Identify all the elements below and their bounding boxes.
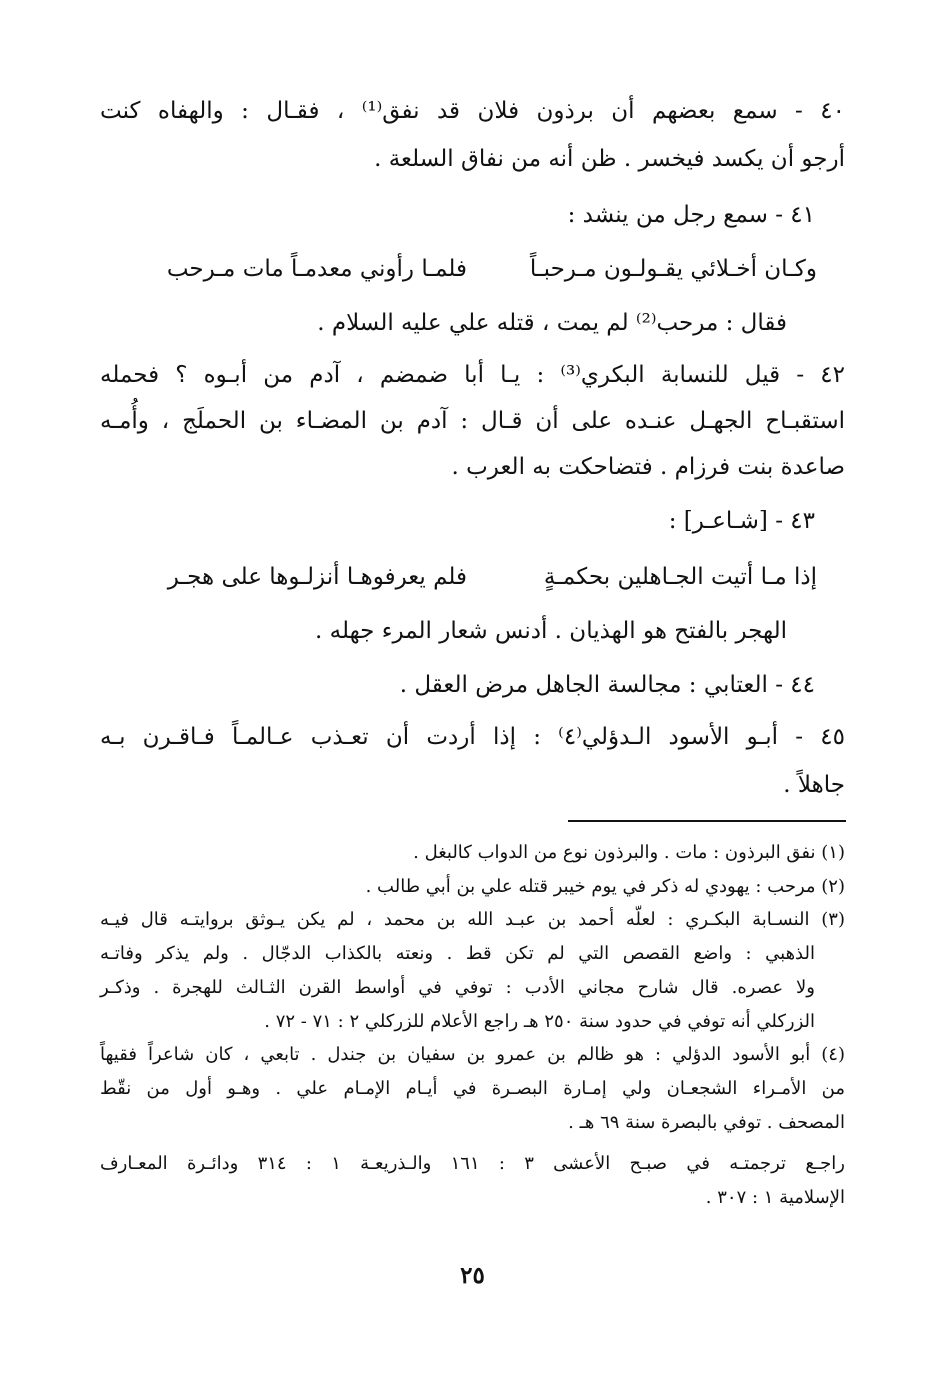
entry-40-line-2: أرجو أن يكسد فيخسر . ظن أنه من نفاق السلعة . [374,146,845,172]
footnote-3-line-3: ولا عصره. قال شارح مجاني الأدب : توفي في أواسط القرن الثـالث للهجرة . وذكـر [100,977,815,998]
entry-42-line-1: ٤٢ - قيل للنسابة البكري⁽³⁾ : يـا أبا ضمضم ، آدم من أبـوه ؟ فحمله [100,362,845,388]
entry-44: ٤٤ - العتابي : مجالسة الجاهل مرض العقل . [399,672,815,698]
entry-40-line-1: ٤٠ - سمع بعضهم أن برذون فلان قد نفق⁽¹⁾ ، فقـال : والهفاه كنت [100,98,845,124]
footnote-3-line-4: الزركلي أنه توفي في حدود سنة ٢٥٠ هـ راجع الأعلام للزركلي ٢ : ٧١ - ٧٢ . [264,1011,815,1032]
footnote-2: (٢) مرحب : يهودي له ذكر في يوم خيبر قتله علي بن أبي طالب . [365,876,845,897]
entry-43-note: الهجر بالفتح هو الهذيان . أدنس شعار المرء جهله . [315,618,787,644]
footnote-4-line-1: (٤) أبو الأسود الدؤلي : هو ظالم بن عمرو بن سفيان بن جندل . تابعي ، كان شاعراً فقيهاً [100,1044,845,1065]
entry-43-verse-first-hemistich: إذا مـا أتيت الجـاهلين بحكمـةٍ [543,564,817,590]
entry-45-line-2: جاهلاً . [783,772,845,798]
entry-41-intro: ٤١ - سمع رجل من ينشد : [567,202,815,228]
footnote-4-line-5: الإسلامية ١ : ٣٠٧ . [705,1187,845,1208]
footnote-3-line-1: (٣) النسـابة البكـري : لعلّه أحمد بن عبـد الله بن محمد ، لم يكن يـوثق بروايتـه قال فيـه [100,909,845,930]
entry-41-verse-second-hemistich: فلمـا رأوني معدمـاً مات مـرحب [166,256,467,282]
page-number: ٢٥ [460,1262,485,1289]
footnote-4-line-4: راجـع ترجمتـه في صبـح الأعشى ٣ : ١٦١ والـذريعـة ١ : ٣١٤ ودائـرة المعـارف [100,1153,845,1174]
footnote-4-line-2: من الأمـراء الشجعـان ولي إمـارة البصـرة في أيـام الإمـام علي . وهـو أول من نقّط [100,1078,845,1099]
entry-41-reply: فقال : مرحب⁽²⁾ لم يمت ، قتله علي عليه السلام . [317,310,787,336]
entry-45-line-1: ٤٥ - أبـو الأسود الـدؤلي⁽٤⁾ : إذا أردت أن تعـذب عـالمـاً فـاقـرن بـه [100,724,845,750]
footnote-3-line-2: الذهبي : واضع القصص التي لم تكن قط . ونعته بالكذاب الدجّال . ولم يذكر وفاتـه [100,943,815,964]
entry-43-intro: ٤٣ - [شـاعـر] : [668,508,815,534]
footnote-1: (١) نفق البرذون : مات . والبرذون نوع من الدواب كالبغل . [413,842,845,863]
footnote-separator [568,820,846,822]
entry-42-line-3: صاعدة بنت فرزام . فتضاحكت به العرب . [451,454,845,480]
footnote-4-line-3: المصحف . توفي بالبصرة سنة ٦٩ هـ . [568,1112,845,1133]
entry-41-verse-first-hemistich: وكـان أخـلائي يقـولـون مـرحبـاً [529,256,817,282]
entry-43-verse-second-hemistich: فلم يعرفوهـا أنزلـوها على هجـر [167,564,467,590]
entry-42-line-2: استقبـاح الجهـل عنـده على أن قـال : آدم بن المضـاء بن الحملَج ، وأُمـه [100,408,845,434]
